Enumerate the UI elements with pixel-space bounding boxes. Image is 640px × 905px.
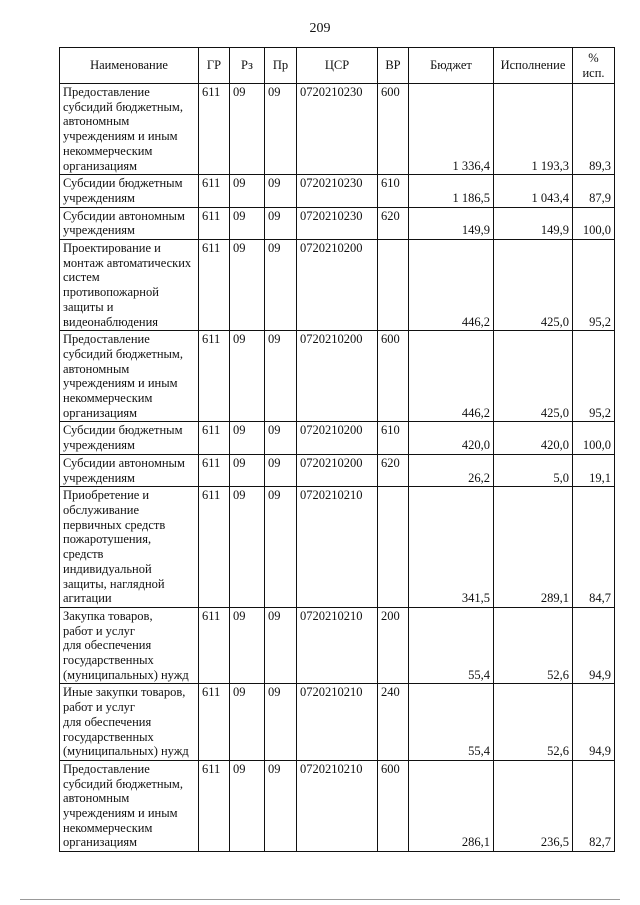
- cell-budget: 446,2: [409, 240, 494, 331]
- cell-name-line: работ и услуг: [63, 700, 136, 715]
- cell-gr: 611: [199, 84, 230, 175]
- cell-vr: 600: [378, 84, 409, 175]
- budget-table: [59, 47, 615, 852]
- cell-csr: 0720210200: [297, 454, 378, 486]
- cell-percent: 19,1: [573, 454, 615, 486]
- cell-name-line: учреждениям: [63, 190, 135, 205]
- cell-execution: 52,6: [494, 684, 573, 761]
- cell-name-line: для обеспечения: [63, 714, 152, 729]
- cell-percent: 82,7: [573, 760, 615, 851]
- cell-name-line: первичных средств: [63, 517, 166, 532]
- cell-name-line: защиты и: [63, 299, 114, 314]
- cell-vr: 620: [378, 207, 409, 239]
- cell-gr: 611: [199, 487, 230, 608]
- cell-rz: 09: [230, 175, 265, 207]
- cell-name-line: субсидий бюджетным,: [63, 346, 183, 361]
- cell-name-line: Предоставление: [63, 332, 150, 347]
- cell-name-line: Субсидии автономным: [63, 208, 185, 223]
- cell-pr: 09: [265, 487, 297, 608]
- cell-name-line: учреждениям и иным: [63, 129, 178, 144]
- cell-name-line: организациям: [63, 405, 138, 420]
- cell-vr: 620: [378, 454, 409, 486]
- cell-csr: 0720210210: [297, 684, 378, 761]
- cell-name-line: организациям: [63, 835, 138, 850]
- cell-name: [60, 454, 199, 486]
- cell-vr: 610: [378, 175, 409, 207]
- cell-name-line: для обеспечения: [63, 638, 152, 653]
- header-pr: Пр: [265, 48, 297, 84]
- cell-rz: 09: [230, 607, 265, 684]
- cell-name-line: Закупка товаров,: [63, 608, 153, 623]
- cell-name-line: средств: [63, 547, 104, 562]
- cell-rz: 09: [230, 422, 265, 454]
- header-vr: ВР: [378, 48, 409, 84]
- cell-rz: 09: [230, 240, 265, 331]
- cell-execution: 52,6: [494, 607, 573, 684]
- cell-rz: 09: [230, 331, 265, 422]
- table-row: [60, 422, 615, 454]
- cell-name: [60, 84, 199, 175]
- cell-name: [60, 422, 199, 454]
- cell-budget: 446,2: [409, 331, 494, 422]
- cell-name-line: субсидий бюджетным,: [63, 776, 183, 791]
- cell-name-line: защиты, наглядной: [63, 576, 165, 591]
- cell-execution: 1 043,4: [494, 175, 573, 207]
- cell-percent: 100,0: [573, 422, 615, 454]
- cell-budget: 1 336,4: [409, 84, 494, 175]
- cell-vr: 600: [378, 331, 409, 422]
- cell-gr: 611: [199, 175, 230, 207]
- cell-name-line: автономным: [63, 791, 130, 806]
- cell-rz: 09: [230, 487, 265, 608]
- table-row: [60, 240, 615, 331]
- cell-percent: 87,9: [573, 175, 615, 207]
- cell-name-line: некоммерческим: [63, 143, 153, 158]
- cell-name-line: противопожарной: [63, 285, 159, 300]
- cell-name: [60, 760, 199, 851]
- table-row: [60, 84, 615, 175]
- cell-vr: 240: [378, 684, 409, 761]
- cell-name-line: учреждениям: [63, 470, 135, 485]
- cell-name-line: учреждениям и иным: [63, 376, 178, 391]
- table-body: [60, 84, 615, 852]
- page-number: 209: [309, 21, 331, 36]
- cell-name-line: некоммерческим: [63, 391, 153, 406]
- cell-budget: 149,9: [409, 207, 494, 239]
- cell-execution: 236,5: [494, 760, 573, 851]
- cell-pr: 09: [265, 607, 297, 684]
- cell-name: [60, 175, 199, 207]
- cell-name: [60, 487, 199, 608]
- cell-name-line: индивидуальной: [63, 561, 152, 576]
- cell-pr: 09: [265, 760, 297, 851]
- cell-csr: 0720210210: [297, 607, 378, 684]
- table-row: [60, 207, 615, 239]
- cell-rz: 09: [230, 207, 265, 239]
- cell-rz: 09: [230, 760, 265, 851]
- cell-name: [60, 607, 199, 684]
- cell-budget: 26,2: [409, 454, 494, 486]
- cell-name-line: организациям: [63, 158, 138, 173]
- cell-csr: 0720210230: [297, 84, 378, 175]
- cell-name-line: некоммерческим: [63, 820, 153, 835]
- cell-csr: 0720210200: [297, 331, 378, 422]
- cell-budget: 286,1: [409, 760, 494, 851]
- cell-percent: 100,0: [573, 207, 615, 239]
- cell-vr: [378, 240, 409, 331]
- cell-name-line: государственных: [63, 653, 154, 668]
- cell-rz: 09: [230, 84, 265, 175]
- table-row: [60, 684, 615, 761]
- cell-vr: 610: [378, 422, 409, 454]
- cell-percent: 94,9: [573, 607, 615, 684]
- cell-gr: 611: [199, 684, 230, 761]
- cell-name-line: учреждениям: [63, 223, 135, 238]
- cell-execution: 425,0: [494, 331, 573, 422]
- cell-budget: 55,4: [409, 684, 494, 761]
- cell-percent: 95,2: [573, 331, 615, 422]
- cell-gr: 611: [199, 760, 230, 851]
- cell-pr: 09: [265, 684, 297, 761]
- cell-name-line: Субсидии автономным: [63, 455, 185, 470]
- header-percent: % исп.: [573, 48, 615, 84]
- cell-gr: 611: [199, 422, 230, 454]
- cell-csr: 0720210210: [297, 760, 378, 851]
- cell-execution: 289,1: [494, 487, 573, 608]
- table-row: [60, 487, 615, 608]
- cell-pr: 09: [265, 207, 297, 239]
- table-row: [60, 454, 615, 486]
- cell-vr: 200: [378, 607, 409, 684]
- header-execution: Исполнение: [494, 48, 573, 84]
- cell-name-line: автономным: [63, 114, 130, 129]
- cell-budget: 55,4: [409, 607, 494, 684]
- cell-name-line: работ и услуг: [63, 623, 136, 638]
- cell-budget: 420,0: [409, 422, 494, 454]
- cell-name-line: видеонаблюдения: [63, 314, 159, 329]
- cell-percent: 95,2: [573, 240, 615, 331]
- cell-gr: 611: [199, 207, 230, 239]
- cell-name-line: систем: [63, 270, 100, 285]
- header-row: [60, 48, 615, 84]
- cell-budget: 341,5: [409, 487, 494, 608]
- cell-percent: 94,9: [573, 684, 615, 761]
- table-row: [60, 175, 615, 207]
- cell-execution: 5,0: [494, 454, 573, 486]
- cell-gr: 611: [199, 331, 230, 422]
- cell-percent: 89,3: [573, 84, 615, 175]
- cell-name-line: Предоставление: [63, 761, 150, 776]
- cell-name-line: учреждениям: [63, 438, 135, 453]
- cell-name-line: (муниципальных) нужд: [63, 744, 189, 759]
- cell-name-line: субсидий бюджетным,: [63, 99, 183, 114]
- cell-name-line: монтаж автоматических: [63, 255, 192, 270]
- cell-pr: 09: [265, 454, 297, 486]
- cell-gr: 611: [199, 607, 230, 684]
- table-row: [60, 331, 615, 422]
- cell-name-line: пожаротушения,: [63, 532, 152, 547]
- cell-name-line: Иные закупки товаров,: [63, 685, 186, 700]
- cell-csr: 0720210210: [297, 487, 378, 608]
- table-row: [60, 760, 615, 851]
- cell-name-line: автономным: [63, 361, 130, 376]
- cell-name-line: обслуживание: [63, 502, 140, 517]
- cell-budget: 1 186,5: [409, 175, 494, 207]
- cell-execution: 1 193,3: [494, 84, 573, 175]
- cell-csr: 0720210230: [297, 175, 378, 207]
- cell-execution: 149,9: [494, 207, 573, 239]
- cell-name-line: Предоставление: [63, 85, 150, 99]
- cell-name: [60, 684, 199, 761]
- cell-name-line: Приобретение и: [63, 488, 150, 503]
- header-rz: Рз: [230, 48, 265, 84]
- header-budget: Бюджет: [409, 48, 494, 84]
- cell-name-line: Субсидии бюджетным: [63, 423, 183, 438]
- header-name: Наименование: [60, 48, 199, 84]
- cell-execution: 420,0: [494, 422, 573, 454]
- cell-pr: 09: [265, 240, 297, 331]
- cell-vr: [378, 487, 409, 608]
- cell-pr: 09: [265, 422, 297, 454]
- header-gr: ГР: [199, 48, 230, 84]
- cell-gr: 611: [199, 454, 230, 486]
- cell-pr: 09: [265, 84, 297, 175]
- cell-csr: 0720210230: [297, 207, 378, 239]
- cell-name-line: агитации: [63, 591, 112, 606]
- cell-name: [60, 240, 199, 331]
- cell-name: [60, 207, 199, 239]
- cell-name-line: государственных: [63, 729, 154, 744]
- cell-rz: 09: [230, 684, 265, 761]
- cell-csr: 0720210200: [297, 240, 378, 331]
- cell-pr: 09: [265, 331, 297, 422]
- page-footer-line: [20, 899, 620, 900]
- cell-execution: 425,0: [494, 240, 573, 331]
- cell-name-line: Проектирование и: [63, 241, 161, 256]
- cell-name-line: Субсидии бюджетным: [63, 176, 183, 191]
- header-csr: ЦСР: [297, 48, 378, 84]
- cell-gr: 611: [199, 240, 230, 331]
- cell-pr: 09: [265, 175, 297, 207]
- cell-percent: 84,7: [573, 487, 615, 608]
- cell-name-line: (муниципальных) нужд: [63, 667, 189, 682]
- cell-name-line: учреждениям и иным: [63, 806, 178, 821]
- cell-csr: 0720210200: [297, 422, 378, 454]
- cell-rz: 09: [230, 454, 265, 486]
- cell-vr: 600: [378, 760, 409, 851]
- cell-name: [60, 331, 199, 422]
- table-row: [60, 607, 615, 684]
